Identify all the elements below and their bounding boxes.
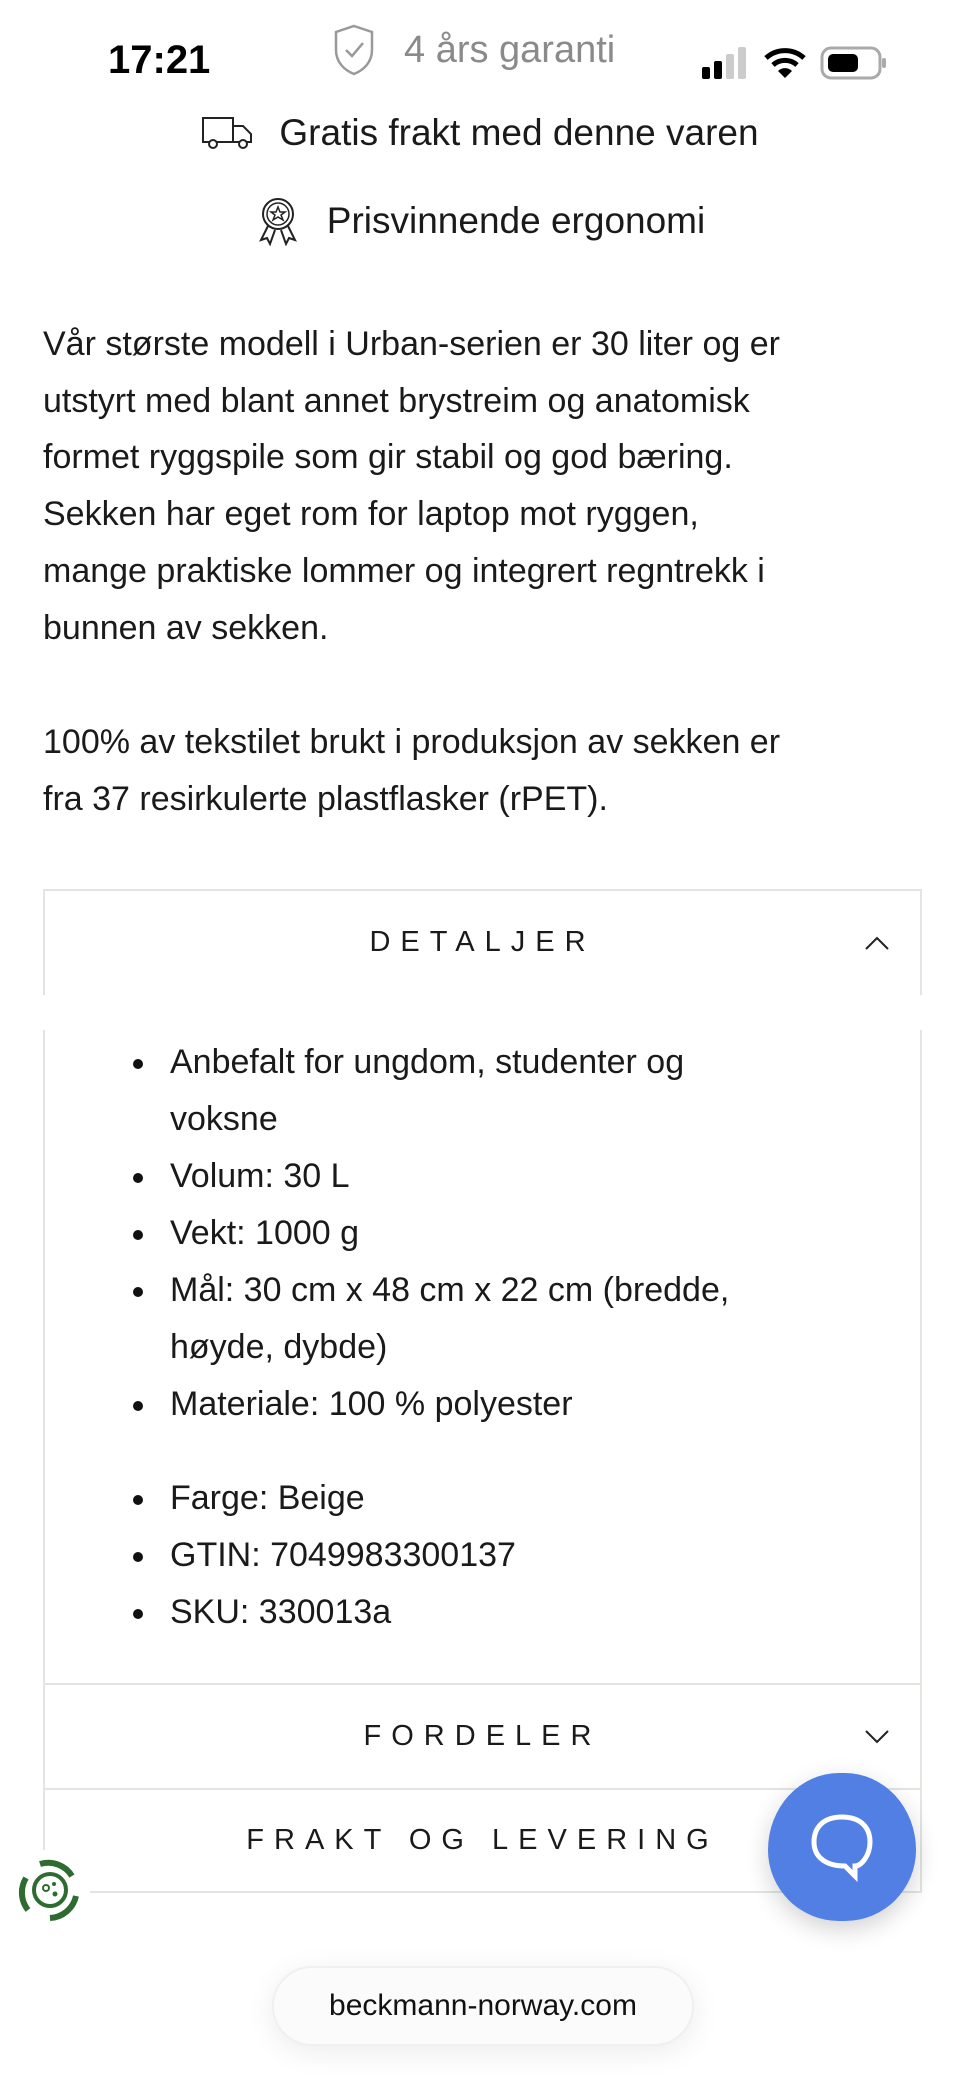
benefits-label: FORDELER	[363, 1720, 602, 1752]
text-line: Sekken har eget rom for laptop mot ryggen,	[43, 495, 699, 534]
wifi-icon	[764, 47, 806, 79]
chat-bubble-icon	[809, 1812, 875, 1882]
list-item: Farge: Beige	[45, 1470, 920, 1527]
details-label: DETALJER	[369, 926, 596, 958]
text-line: bunnen av sekken.	[43, 608, 329, 647]
shipping-label: FRAKT OG LEVERING	[246, 1824, 719, 1856]
free-shipping-text: Gratis frakt med denne varen	[279, 112, 759, 153]
url-text: beckmann-norway.com	[329, 1989, 637, 2022]
recycle-badge[interactable]	[10, 1850, 90, 1930]
text-line: formet ryggspile som gir stabil og god bæring.	[43, 438, 733, 477]
ergonomics-text: Prisvinnende ergonomi	[326, 200, 706, 241]
details-content	[43, 1030, 922, 1693]
list-item: Vekt: 1000 g	[45, 1205, 920, 1262]
chat-button[interactable]	[768, 1773, 916, 1921]
status-time: 17:21	[108, 38, 211, 82]
address-bar[interactable]	[272, 1966, 694, 2046]
description-paragraph-2	[43, 714, 943, 827]
guarantee-banner	[332, 24, 615, 76]
list-item: Volum: 30 L	[45, 1148, 920, 1205]
list-item: Mål: 30 cm x 48 cm x 22 cm (bredde, høyde, dybde)	[45, 1262, 920, 1376]
chevron-down-icon[interactable]	[864, 1729, 890, 1745]
status-icons	[700, 46, 888, 80]
text-line: fra 37 resirkulerte plastflasker (rPET).	[43, 779, 608, 818]
benefits-header[interactable]	[45, 1683, 920, 1788]
award-ribbon-icon	[255, 196, 301, 246]
ergonomics-feature	[0, 196, 960, 246]
shield-check-icon	[332, 24, 376, 76]
text-line: Vår største modell i Urban-serien er 30 liter og er	[43, 325, 780, 363]
accordion-details[interactable]	[43, 889, 922, 995]
text-line: mange praktiske lommer og integrert regntrekk i	[43, 551, 765, 590]
text-line: utstyrt med blant annet brystreim og anatomisk	[43, 381, 750, 420]
chevron-up-icon[interactable]	[864, 935, 890, 951]
list-item: Materiale: 100 % polyester	[45, 1376, 920, 1433]
guarantee-text: 4 års garanti	[404, 28, 616, 71]
recycle-icon	[10, 1850, 90, 1930]
text-line: 100% av tekstilet brukt i produksjon av sekken er	[43, 723, 781, 761]
battery-icon	[820, 46, 888, 80]
list-item: GTIN: 7049983300137	[45, 1527, 920, 1584]
details-list-2	[45, 1470, 920, 1641]
details-list	[45, 1034, 920, 1433]
list-item: Anbefalt for ungdom, studenter og voksne	[45, 1034, 920, 1148]
list-item: SKU: 330013a	[45, 1584, 920, 1641]
free-shipping-feature	[0, 112, 960, 154]
truck-icon	[201, 116, 253, 150]
description-paragraph-1	[43, 316, 943, 656]
signal-icon	[700, 47, 750, 79]
details-header[interactable]	[45, 889, 920, 994]
